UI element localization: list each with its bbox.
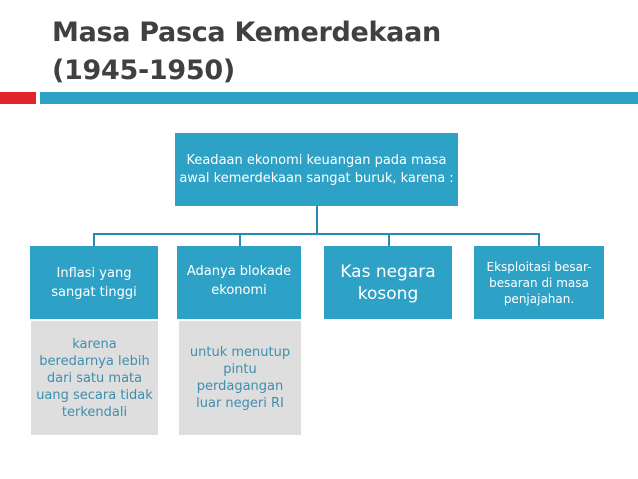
note-blokade bbox=[178, 320, 302, 436]
child-node-inflasi bbox=[30, 246, 158, 319]
note-label: karena beredarnya lebih dari satu mata uang secara tidak terkendali bbox=[36, 336, 153, 420]
accent-bar-blue bbox=[40, 92, 638, 104]
connector-horizontal bbox=[93, 233, 540, 235]
child-node-eksploitasi bbox=[474, 246, 604, 319]
root-node-label: Keadaan ekonomi keuangan pada masa awal kemerdekaan sangat buruk, karena : bbox=[179, 152, 454, 186]
note-label: untuk menutup pintu perdagangan luar negeri RI bbox=[189, 345, 291, 411]
connector-root-down bbox=[316, 206, 318, 234]
child-node-label: Adanya blokade ekonomi bbox=[186, 264, 292, 298]
note-inflasi bbox=[30, 320, 159, 436]
child-node-label: Inflasi yang sangat tinggi bbox=[51, 265, 137, 300]
title-line-1: Masa Pasca Kemerdekaan bbox=[52, 17, 441, 48]
connector-child-2 bbox=[239, 233, 241, 246]
child-node-label: Kas negara kosong bbox=[340, 261, 436, 304]
root-node bbox=[175, 133, 458, 206]
title-line-2: (1945-1950) bbox=[52, 55, 235, 86]
connector-child-4 bbox=[538, 233, 540, 246]
connector-child-3 bbox=[388, 233, 390, 246]
child-node-kas-negara bbox=[324, 246, 452, 319]
child-node-label: Eksploitasi besar-besaran di masa penjajahan. bbox=[486, 260, 592, 306]
accent-bar-red bbox=[0, 92, 36, 104]
connector-child-1 bbox=[93, 233, 95, 246]
child-node-blokade bbox=[177, 246, 301, 319]
page-title bbox=[52, 14, 612, 90]
